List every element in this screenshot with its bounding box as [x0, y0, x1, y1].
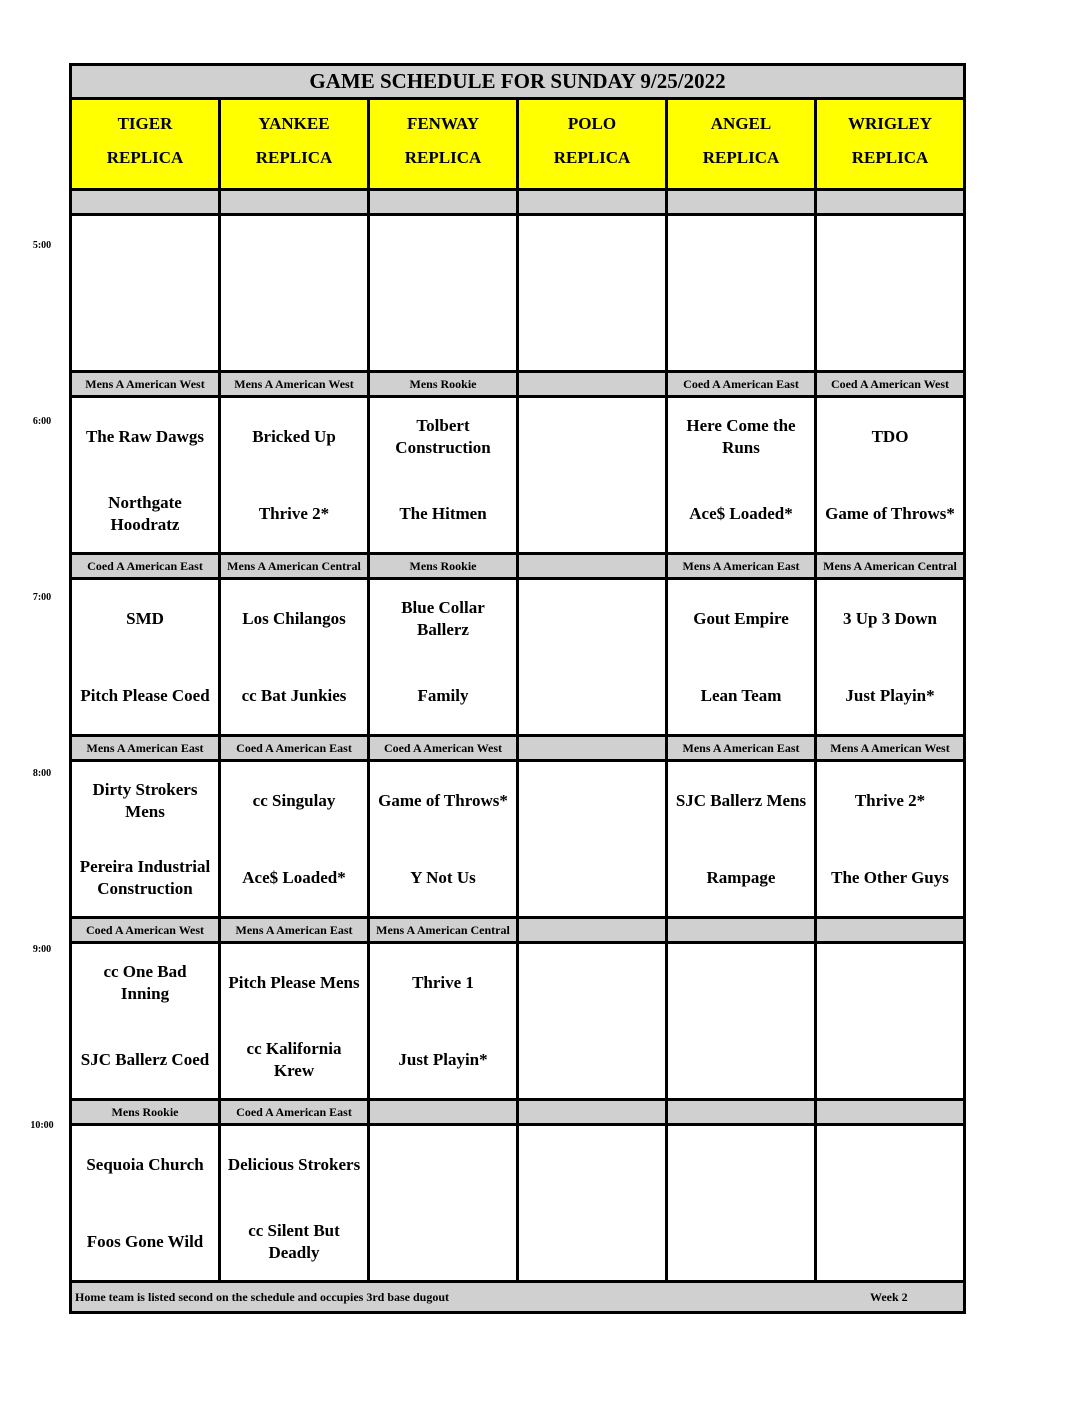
field-name: POLO [567, 114, 617, 133]
field-sub: REPLICA [106, 148, 184, 167]
division-label: Coed A American East [72, 555, 221, 577]
home-team [519, 475, 665, 552]
home-team: cc Bat Junkies [241, 685, 347, 705]
time-label: 10:00 [30, 1120, 54, 1131]
game-cell [72, 1126, 221, 1280]
away-team: SJC Ballerz Mens [675, 790, 807, 810]
away-team: cc Singulay [252, 790, 336, 810]
division-label: Coed A American West [370, 737, 519, 759]
away-team: Gout Empire [693, 608, 789, 628]
away-team: Here Come the Runs [686, 415, 796, 457]
away-team: The Raw Dawgs [85, 426, 205, 446]
division-label: Mens A American Central [221, 555, 370, 577]
game-row [72, 580, 963, 737]
division-label [519, 373, 668, 395]
division-label: Mens A American West [72, 373, 221, 395]
game-row [72, 216, 963, 373]
time-label: 7:00 [32, 592, 52, 603]
game-row [72, 398, 963, 555]
game-row [72, 762, 963, 919]
away-team: Delicious Strokers [227, 1154, 361, 1174]
game-cell [817, 1126, 963, 1280]
home-team: Lean Team [700, 685, 782, 705]
field-header [668, 100, 817, 188]
footer-note: Home team is listed second on the schedule and occupies 3rd base dugout [75, 1290, 450, 1304]
division-label [370, 1101, 519, 1123]
division-label [817, 1101, 963, 1123]
away-team [221, 216, 367, 293]
division-label: Coed A American East [668, 373, 817, 395]
game-cell [221, 580, 370, 734]
game-cell [817, 216, 963, 370]
time-label: 8:00 [32, 768, 52, 779]
field-name: TIGER [117, 114, 173, 133]
game-cell [817, 762, 963, 916]
game-cell [370, 216, 519, 370]
game-cell [817, 398, 963, 552]
away-team: Pitch Please Mens [228, 972, 360, 992]
game-cell [668, 762, 817, 916]
home-team: cc Silent But Deadly [248, 1220, 340, 1262]
division-label [668, 191, 817, 213]
game-cell [519, 398, 668, 552]
division-label: Mens A American East [668, 555, 817, 577]
away-team: Dirty Strokers Mens [92, 779, 198, 821]
home-team: Ace$ Loaded* [689, 503, 793, 523]
away-team [519, 580, 665, 657]
division-label: Mens A American Central [817, 555, 963, 577]
game-cell [221, 216, 370, 370]
division-label: Mens A American East [668, 737, 817, 759]
division-label [817, 191, 963, 213]
home-team [519, 293, 665, 370]
division-label [668, 1101, 817, 1123]
away-team: Thrive 2* [854, 790, 926, 810]
away-team [370, 216, 516, 293]
division-row [72, 555, 963, 580]
game-cell [519, 216, 668, 370]
home-team: Foos Gone Wild [86, 1231, 204, 1251]
game-cell [72, 216, 221, 370]
game-cell [370, 398, 519, 552]
game-cell [370, 580, 519, 734]
home-team: Rampage [706, 867, 776, 887]
home-team [668, 293, 814, 370]
away-team [519, 216, 665, 293]
week-label: Week 2 [870, 1290, 908, 1304]
field-header [519, 100, 668, 188]
game-cell [221, 944, 370, 1098]
division-row [72, 373, 963, 398]
away-team [519, 944, 665, 1021]
game-cell [370, 944, 519, 1098]
division-label [72, 191, 221, 213]
away-team [370, 1126, 516, 1203]
field-sub: REPLICA [851, 148, 929, 167]
home-team [370, 1203, 516, 1280]
division-label [370, 191, 519, 213]
time-label: 5:00 [32, 240, 52, 251]
game-cell [668, 1126, 817, 1280]
game-cell [72, 762, 221, 916]
game-cell [221, 1126, 370, 1280]
field-sub: REPLICA [255, 148, 333, 167]
game-cell [817, 944, 963, 1098]
home-team [370, 293, 516, 370]
field-header [370, 100, 519, 188]
division-label [817, 919, 963, 941]
division-row [72, 737, 963, 762]
game-cell [72, 398, 221, 552]
division-label [221, 191, 370, 213]
away-team: SMD [126, 608, 164, 628]
home-team [668, 1203, 814, 1280]
game-cell [72, 580, 221, 734]
away-team: Bricked Up [252, 426, 336, 446]
home-team [817, 293, 963, 370]
schedule-title: GAME SCHEDULE FOR SUNDAY 9/25/2022 [72, 66, 963, 100]
division-label [519, 1101, 668, 1123]
home-team [519, 657, 665, 734]
game-cell [370, 1126, 519, 1280]
away-team [817, 1126, 963, 1203]
division-label: Mens A American East [221, 919, 370, 941]
away-team [519, 398, 665, 475]
home-team: Family [417, 685, 469, 705]
home-team: Pitch Please Coed [80, 685, 210, 705]
time-slots [72, 191, 963, 1283]
field-sub: REPLICA [404, 148, 482, 167]
division-label: Coed A American East [221, 737, 370, 759]
home-team: SJC Ballerz Coed [80, 1049, 210, 1069]
home-team [817, 1203, 963, 1280]
away-team: Los Chilangos [242, 608, 346, 628]
division-label [519, 555, 668, 577]
division-row [72, 191, 963, 216]
away-team [668, 1126, 814, 1203]
home-team [519, 1203, 665, 1280]
away-team [817, 216, 963, 293]
away-team [519, 1126, 665, 1203]
home-team [519, 839, 665, 916]
home-team: Ace$ Loaded* [242, 867, 346, 887]
division-label [519, 737, 668, 759]
away-team: Blue Collar Ballerz [401, 597, 485, 639]
division-label [668, 919, 817, 941]
home-team: Northgate Hoodratz [108, 492, 182, 534]
home-team [72, 293, 218, 370]
home-team [668, 1021, 814, 1098]
away-team: Thrive 1 [412, 972, 474, 992]
division-row [72, 919, 963, 944]
away-team: Tolbert Construction [395, 415, 491, 457]
division-label: Mens Rookie [370, 555, 519, 577]
division-label: Coed A American East [221, 1101, 370, 1123]
game-cell [221, 398, 370, 552]
away-team [668, 216, 814, 293]
away-team [817, 944, 963, 1021]
game-cell [668, 580, 817, 734]
home-team: cc Kalifornia Krew [246, 1038, 342, 1080]
away-team [519, 762, 665, 839]
game-cell [668, 944, 817, 1098]
home-team [817, 1021, 963, 1098]
game-cell [519, 762, 668, 916]
field-header-row [72, 100, 963, 191]
field-sub: REPLICA [702, 148, 780, 167]
away-team: 3 Up 3 Down [843, 608, 937, 628]
home-team [519, 1021, 665, 1098]
game-cell [221, 762, 370, 916]
division-label: Coed A American West [72, 919, 221, 941]
home-team: Thrive 2* [258, 503, 330, 523]
away-team [668, 944, 814, 1021]
time-label: 9:00 [32, 944, 52, 955]
division-label: Mens A American East [72, 737, 221, 759]
field-sub: REPLICA [553, 148, 631, 167]
division-label: Mens Rookie [72, 1101, 221, 1123]
game-cell [370, 762, 519, 916]
division-label: Mens A American Central [370, 919, 519, 941]
game-cell [668, 398, 817, 552]
home-team [221, 293, 367, 370]
field-header [221, 100, 370, 188]
game-cell [519, 1126, 668, 1280]
home-team: Y Not Us [410, 867, 476, 887]
division-row [72, 1101, 963, 1126]
field-header [72, 100, 221, 188]
game-cell [519, 944, 668, 1098]
division-label: Coed A American West [817, 373, 963, 395]
time-label: 6:00 [32, 416, 52, 427]
home-team: The Other Guys [831, 867, 949, 887]
schedule-sheet [69, 63, 966, 1314]
footer-bar [72, 1283, 963, 1311]
home-team: Pereira Industrial Construction [79, 856, 211, 898]
away-team: TDO [871, 426, 909, 446]
division-label [519, 191, 668, 213]
home-team: Just Playin* [398, 1049, 488, 1069]
home-team: Just Playin* [845, 685, 935, 705]
game-cell [72, 944, 221, 1098]
field-name: ANGEL [710, 114, 772, 133]
field-header [817, 100, 963, 188]
away-team: Game of Throws* [378, 790, 508, 810]
division-label: Mens Rookie [370, 373, 519, 395]
away-team: Sequoia Church [86, 1154, 204, 1174]
field-name: WRIGLEY [847, 114, 933, 133]
away-team [72, 216, 218, 293]
game-row [72, 944, 963, 1101]
away-team: cc One Bad Inning [103, 961, 187, 1003]
home-team: The Hitmen [399, 503, 487, 523]
game-cell [668, 216, 817, 370]
home-team: Game of Throws* [825, 503, 955, 523]
division-label [519, 919, 668, 941]
division-label: Mens A American West [221, 373, 370, 395]
game-cell [817, 580, 963, 734]
game-cell [519, 580, 668, 734]
field-name: YANKEE [258, 114, 330, 133]
game-row [72, 1126, 963, 1283]
division-label: Mens A American West [817, 737, 963, 759]
field-name: FENWAY [406, 114, 480, 133]
